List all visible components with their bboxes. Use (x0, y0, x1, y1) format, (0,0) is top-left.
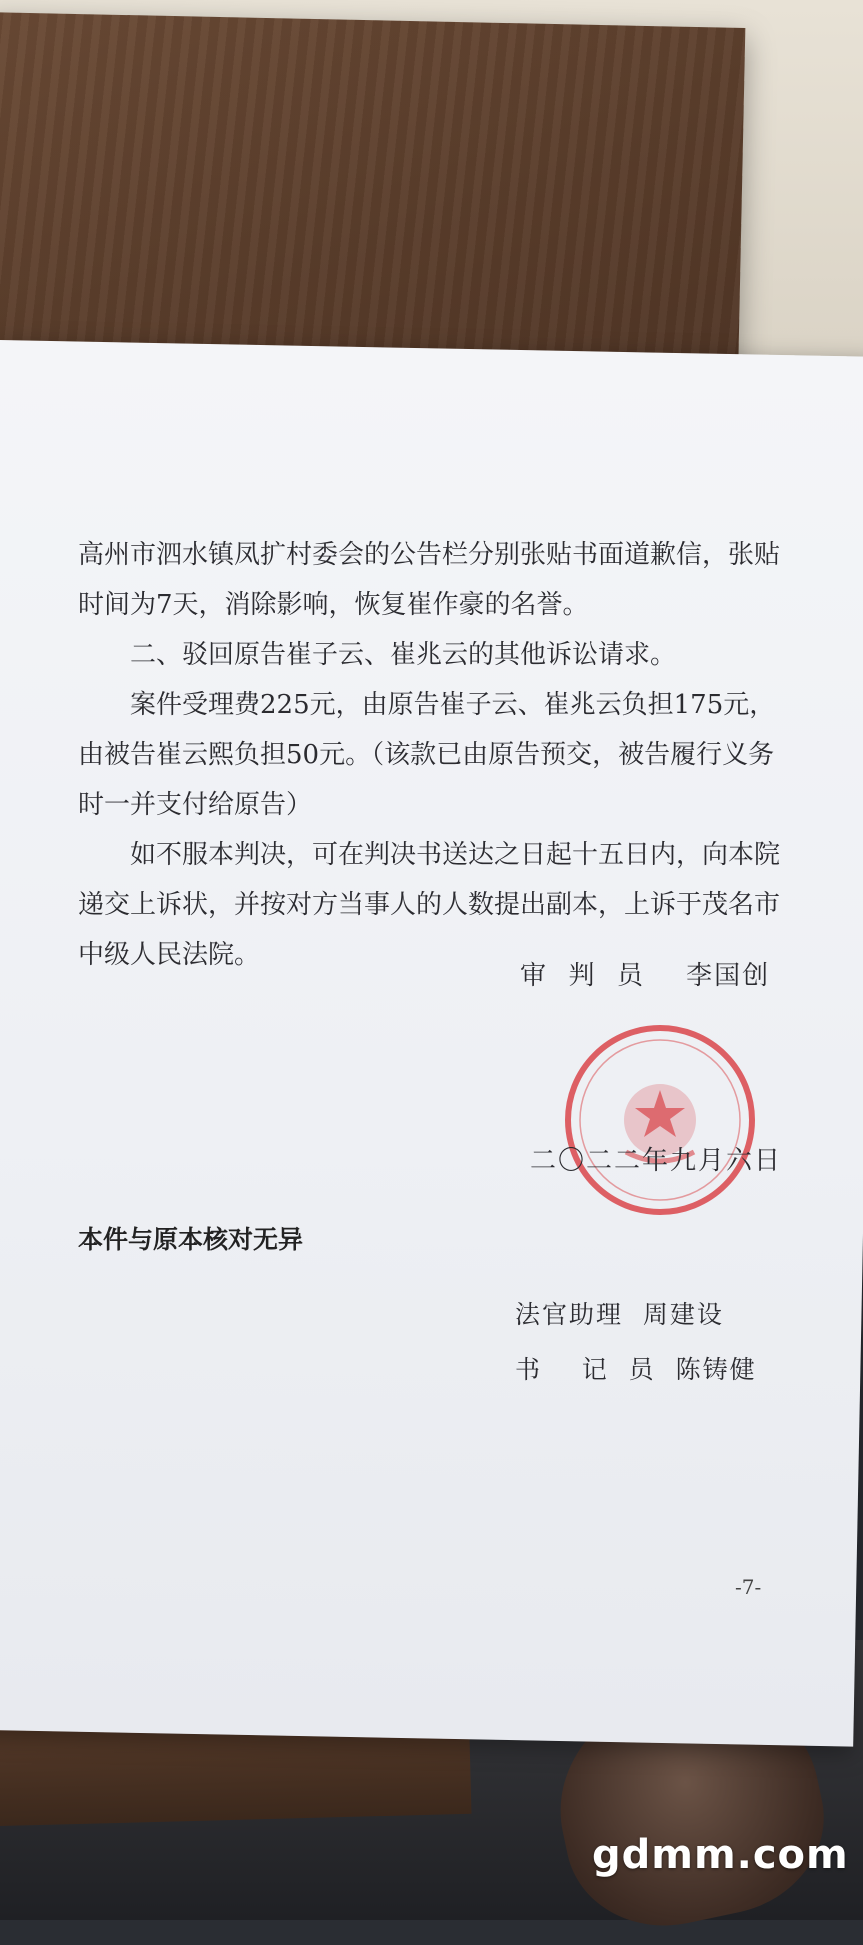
judgment-paper (0, 340, 863, 1747)
verification-note: 本件与原本核对无异 (78, 1225, 304, 1254)
paragraph-apology: 高州市泗水镇凤扩村委会的公告栏分别张贴书面道歉信，张贴时间为7天，消除影响，恢复崔作豪的名誉。 (78, 540, 781, 620)
paragraph-appeal: 如不服本判决，可在判决书送达之日起十五日内，向本院递交上诉状，并按对方当事人的人数提出副本，上诉于茂名市中级人民法院。 (78, 840, 781, 970)
assistant-signature: 法官助理 周建设 (515, 1300, 724, 1329)
judgment-date: 二〇二二年九月六日 (530, 1146, 783, 1176)
clerk-signature: 书 记 员 陈铸健 (515, 1355, 757, 1384)
paragraph-court-fees: 案件受理费225元，由原告崔子云、崔兆云负担175元，由被告崔云熙负担50元。（该款已由原告预交，被告履行义务时一并支付给原告） (78, 690, 776, 820)
watermark: gdmm.com (592, 1832, 849, 1878)
judgment-text (78, 530, 798, 980)
page-number: -7- (735, 1575, 762, 1599)
judge-signature: 审 判 员 李国创 (520, 961, 771, 991)
paragraph-reject-claims: 二、驳回原告崔子云、崔兆云的其他诉讼请求。 (130, 640, 677, 670)
court-seal-icon (560, 1020, 760, 1220)
